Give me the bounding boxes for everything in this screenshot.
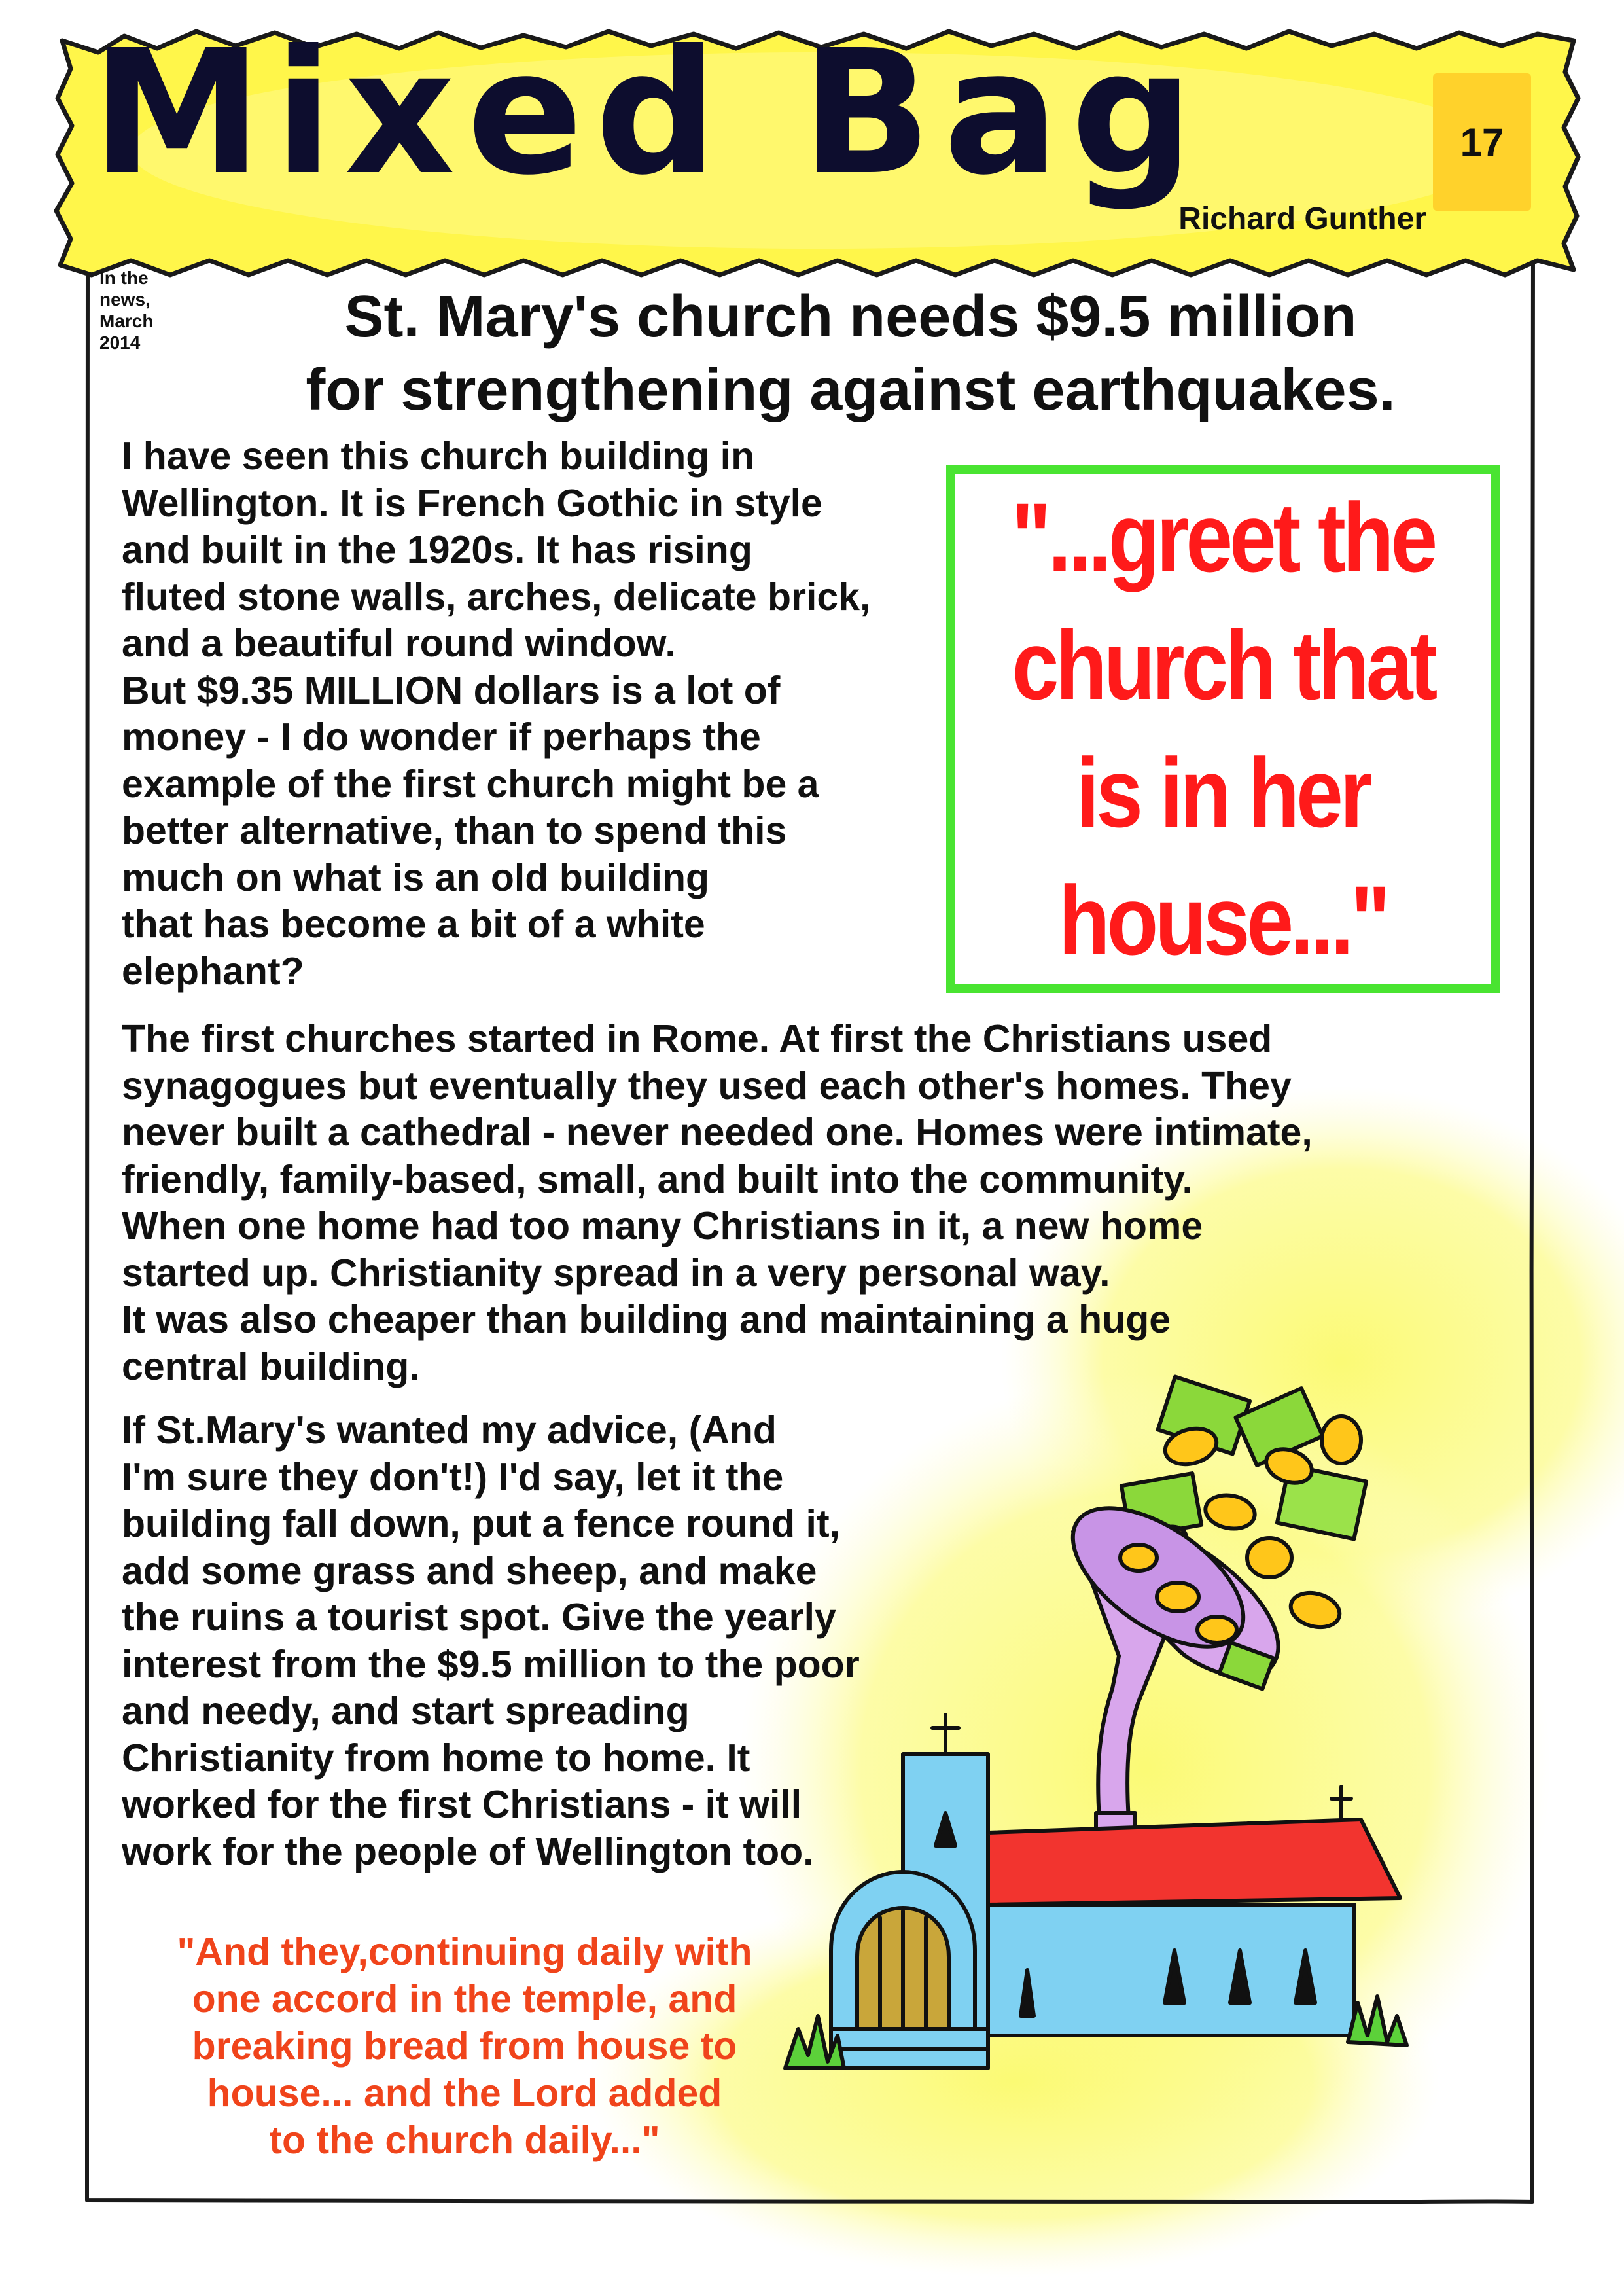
scripture-line: to the church daily..."	[269, 2119, 660, 2162]
dateline-line: 2014	[99, 332, 141, 353]
page-number: 17	[1433, 73, 1531, 211]
scripture-quote	[144, 1928, 785, 2164]
pull-quote-line: church that	[1012, 609, 1434, 720]
scripture-line: house... and the Lord added	[207, 2072, 722, 2115]
text-line: The first churches started in Rome. At first the Christians used	[122, 1017, 1273, 1060]
pull-quote-line: "...greet the	[1011, 482, 1435, 592]
text-line: When one home had too many Christians in it, a new home	[122, 1204, 1203, 1247]
text-line: and needy, and start spreading	[122, 1689, 690, 1732]
text-line: Christianity from home to home. It	[122, 1736, 750, 1780]
masthead-title: Mixed Bag	[92, 13, 1206, 213]
text-line: friendly, family-based, small, and built into the community.	[122, 1157, 1193, 1201]
text-line: worked for the first Christians - it will	[122, 1783, 802, 1826]
dateline-line: March	[99, 311, 154, 331]
text-line: work for the people of Wellington too.	[122, 1829, 814, 1873]
pull-quote-line: is in her	[1076, 737, 1370, 848]
text-line: If St.Mary's wanted my advice, (And	[122, 1408, 777, 1452]
text-line: fluted stone walls, arches, delicate brick,	[122, 575, 871, 619]
text-line: But $9.35 MILLION dollars is a lot of	[122, 668, 781, 712]
text-line: the ruins a tourist spot. Give the yearly	[122, 1596, 836, 1639]
text-line: central building.	[122, 1344, 420, 1388]
text-line: better alternative, than to spend this	[122, 809, 787, 852]
text-line: synagogues but eventually they used each other's homes. They	[122, 1064, 1292, 1107]
text-line: interest from the $9.5 million to the poor	[122, 1642, 860, 1686]
dateline	[99, 267, 178, 353]
text-line: example of the first church might be a	[122, 762, 819, 806]
scripture-line: one accord in the temple, and	[192, 1977, 737, 2020]
text-line: elephant?	[122, 949, 304, 993]
pull-quote-box	[946, 465, 1500, 993]
paragraph-intro	[122, 433, 959, 995]
text-line: money - I do wonder if perhaps the	[122, 715, 761, 759]
text-line: much on what is an old building	[122, 855, 710, 899]
text-line: building fall down, put a fence round it,	[122, 1502, 840, 1545]
text-line: started up. Christianity spread in a very personal way.	[122, 1251, 1110, 1295]
text-line: that has become a bit of a white	[122, 903, 705, 946]
text-line: add some grass and sheep, and make	[122, 1549, 817, 1592]
headline-line: for strengthening against earthquakes.	[306, 357, 1396, 423]
text-line: Wellington. It is French Gothic in style	[122, 481, 822, 525]
headline-line: St. Mary's church needs $9.5 million	[344, 284, 1357, 350]
text-line: I have seen this church building in	[122, 435, 755, 478]
pull-quote-line: house..."	[1058, 865, 1388, 975]
dateline-line: news,	[99, 289, 150, 310]
church-money-funnel-icon	[772, 1361, 1426, 2147]
text-line: and a beautiful round window.	[122, 622, 676, 665]
text-line: never built a cathedral - never needed one. Homes were intimate,	[122, 1111, 1313, 1154]
headline	[196, 280, 1505, 427]
paragraph-history	[122, 1016, 1456, 1390]
text-line: and built in the 1920s. It has rising	[122, 528, 752, 571]
text-line: I'm sure they don't!) I'd say, let it the	[122, 1455, 784, 1499]
author-name: Richard Gunther	[1178, 202, 1426, 236]
dateline-line: In the	[99, 268, 149, 288]
text-line: It was also cheaper than building and maintaining a huge	[122, 1298, 1171, 1341]
scripture-line: "And they,continuing daily with	[177, 1930, 752, 1973]
scripture-line: breaking bread from house to	[192, 2024, 737, 2068]
